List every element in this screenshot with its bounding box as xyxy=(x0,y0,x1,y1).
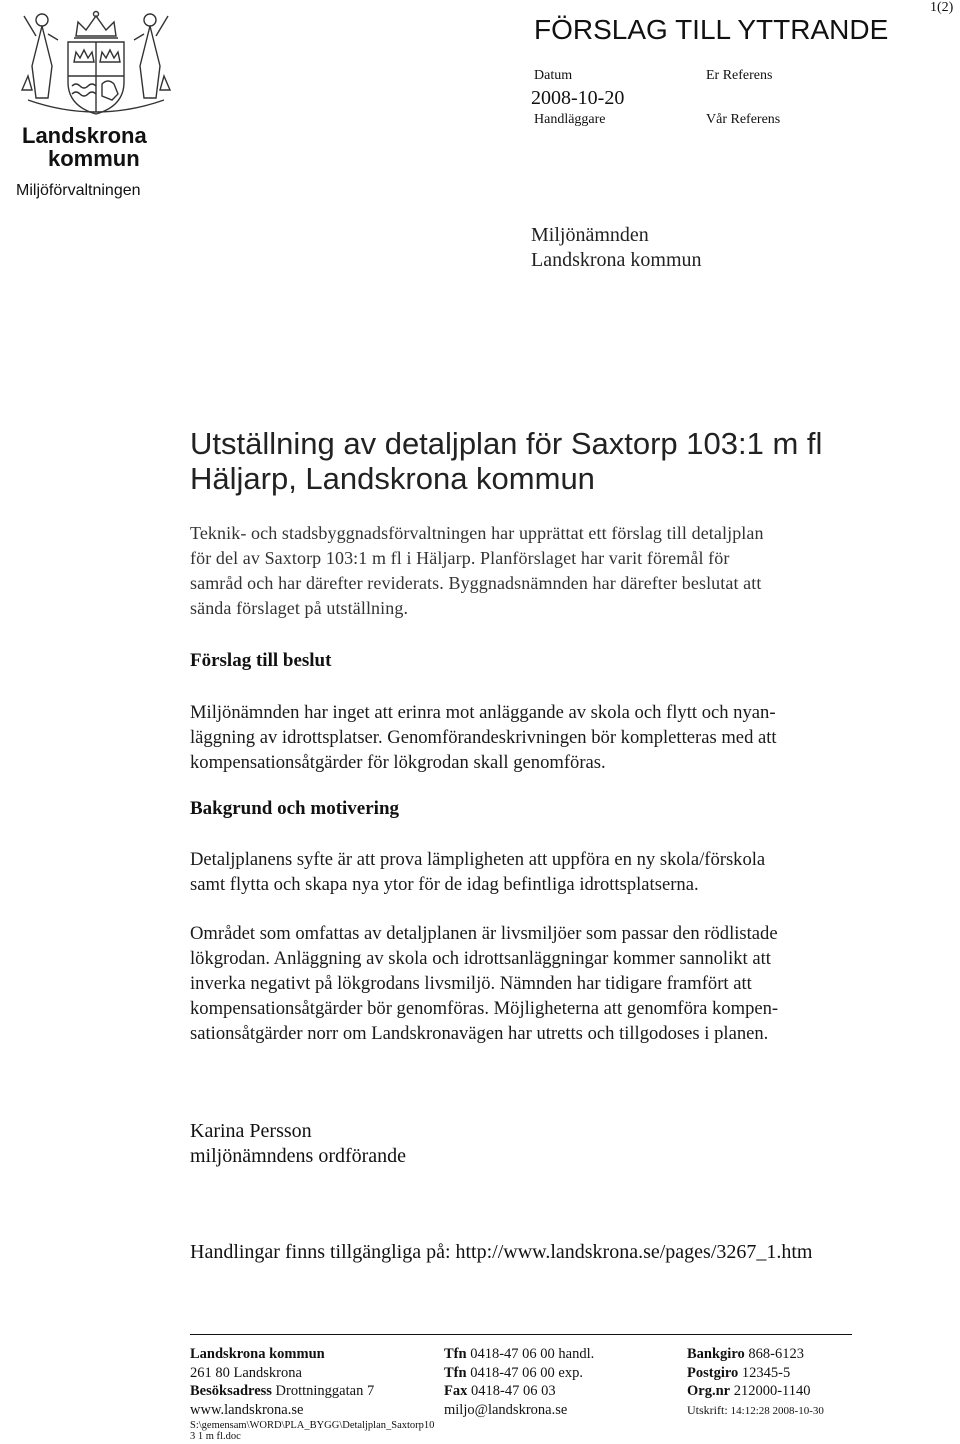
footer-postal-address: 261 80 Landskrona xyxy=(190,1364,302,1381)
intro-line3: samråd och har därefter reviderats. Byggnadsnämnden har därefter beslutat att xyxy=(190,573,762,593)
date-value: 2008-10-20 xyxy=(531,87,625,109)
recipient-line2: Landskrona kommun xyxy=(531,249,702,271)
date-label: Datum xyxy=(534,68,573,83)
document-type-title: FÖRSLAG TILL YTTRANDE xyxy=(534,14,889,45)
their-reference-label: Er Referens xyxy=(706,68,773,83)
background-p2-line4: kompensationsåtgärder bör genomföras. Möjligheterna att genomföra kompen- xyxy=(190,998,779,1019)
proposal-line1: Miljönämnden har inget att erinra mot anläggande av skola och flytt och nyan- xyxy=(190,702,776,723)
recipient-address xyxy=(531,223,702,273)
background-p1-line2: samt flytta och skapa nya ytor för de idag befintliga idrottsplatserna. xyxy=(190,874,699,895)
background-paragraph-1 xyxy=(190,847,880,897)
intro-line4: sända förslaget på utställning. xyxy=(190,598,409,618)
logo-name-line1: Landskrona xyxy=(22,123,147,148)
footer-email: miljo@landskrona.se xyxy=(444,1401,568,1418)
footer-postgiro: Postgiro 12345-5 xyxy=(687,1364,791,1381)
proposal-line2: läggning av idrottsplatser. Genomförandeskrivningen bör kompletteras med att xyxy=(190,727,777,748)
footer-contact-column xyxy=(444,1345,674,1419)
handler-label: Handläggare xyxy=(534,112,606,127)
background-p2-line1: Området som omfattas av detaljplanen är livsmiljöer som passar den rödlistade xyxy=(190,923,778,944)
coat-of-arms-icon xyxy=(14,6,178,118)
recipient-line1: Miljönämnden xyxy=(531,224,649,246)
intro-line2: för del av Saxtorp 103:1 m fl i Häljarp. Planförslaget har varit föremål för xyxy=(190,548,730,568)
signature-block xyxy=(190,1119,406,1169)
intro-line1: Teknik- och stadsbyggnadsförvaltningen har upprättat ett förslag till detaljplan xyxy=(190,523,764,543)
document-title xyxy=(190,426,910,496)
background-p2-line3: inverka negativt på lökgrodans livsmiljö. Nämnden har tidigare framfört att xyxy=(190,973,752,994)
logo-name-line2: kommun xyxy=(48,146,140,171)
footer-org-number: Org.nr 212000-1140 xyxy=(687,1383,811,1399)
footer-visit-address: Besöksadress Drottninggatan 7 xyxy=(190,1383,375,1399)
title-line2: Häljarp, Landskrona kommun xyxy=(190,461,595,496)
intro-paragraph xyxy=(190,521,880,621)
background-p2-line5: sationsåtgärder norr om Landskronavägen har utretts och tillgodoses i planen. xyxy=(190,1023,769,1044)
background-p2-line2: lökgrodan. Anläggning av skola och idrottsanläggningar kommer sannolikt att xyxy=(190,948,771,969)
page-number: 1(2) xyxy=(930,0,954,15)
municipality-name xyxy=(22,124,147,170)
footer-org-name: Landskrona kommun xyxy=(190,1346,325,1362)
footer-phone-handler: Tfn 0418-47 06 00 handl. xyxy=(444,1346,595,1362)
background-paragraph-2 xyxy=(190,921,880,1046)
our-reference-label: Vår Referens xyxy=(706,112,781,127)
signer-name: Karina Persson xyxy=(190,1120,312,1142)
footer-website: www.landskrona.se xyxy=(190,1401,304,1418)
municipality-logo xyxy=(10,6,180,199)
footer-divider xyxy=(190,1334,852,1335)
background-heading: Bakgrund och motivering xyxy=(190,798,400,819)
footer-phone-exp: Tfn 0418-47 06 00 exp. xyxy=(444,1364,583,1381)
footer-bankgiro: Bankgiro 868-6123 xyxy=(687,1346,804,1362)
footer-address-column xyxy=(190,1345,440,1442)
proposal-line3: kompensationsåtgärder för lökgrodan skall genomföras. xyxy=(190,752,606,773)
proposal-heading: Förslag till beslut xyxy=(190,650,332,671)
background-p1-line1: Detaljplanens syfte är att prova lämpligheten att uppföra en ny skola/förskola xyxy=(190,849,766,870)
footer-print-stamp: Utskrift: 14:12:28 2008-10-30 xyxy=(687,1402,824,1417)
proposal-paragraph xyxy=(190,700,880,775)
title-line1: Utställning av detaljplan för Saxtorp 103:1 m fl xyxy=(190,426,823,461)
documents-availability-text: Handlingar finns tillgängliga på: http://www.landskrona.se/pages/3267_1.htm xyxy=(190,1241,813,1263)
signer-role: miljönämndens ordförande xyxy=(190,1145,407,1167)
footer-file-path: S:\gemensam\WORD\PLA_BYGG\Detaljplan_Saxtorp10 3 1 m fl.doc xyxy=(190,1420,435,1442)
department-name: Miljöförvaltningen xyxy=(16,182,141,199)
footer-payment-column xyxy=(687,1345,887,1420)
footer-fax: Fax 0418-47 06 03 xyxy=(444,1383,556,1399)
